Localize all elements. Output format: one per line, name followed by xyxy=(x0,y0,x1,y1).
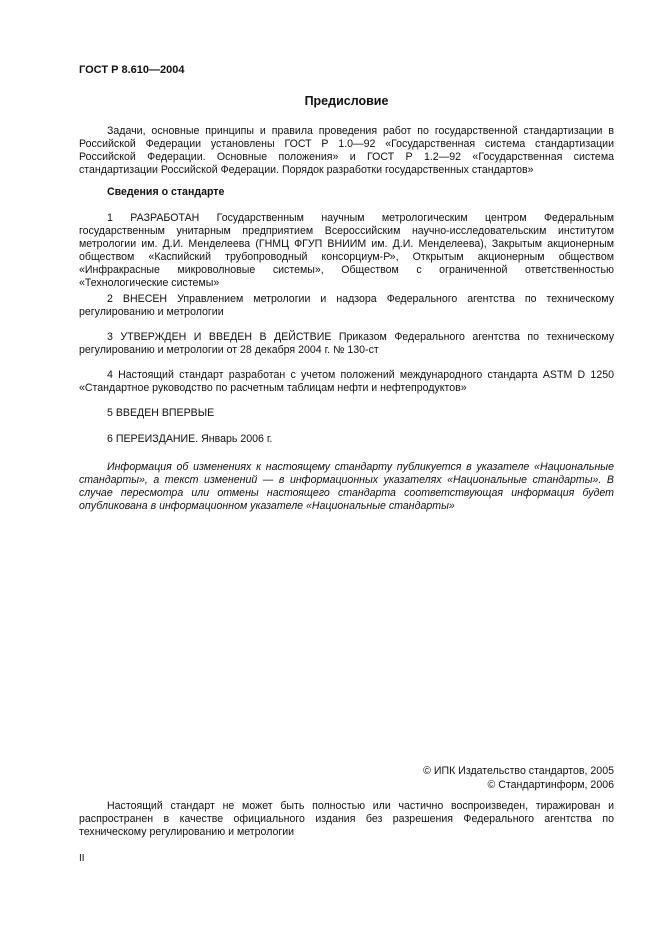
standard-info-subtitle: Сведения о стандарте xyxy=(107,186,225,198)
copyright-line-2: © Стандартинформ, 2006 xyxy=(487,779,614,791)
preface-intro: Задачи, основные принципы и правила проведения работ по государственной стандартизации в Российской Федерации установлены ГОСТ Р 1.0—92 «Государственная система стандартизации Российской Федерации. Основные положения» и ГОСТ Р 1.2—92 «Государственная система стандартизации Российской Федерации. Порядок разработки государственных стандартов» xyxy=(79,125,614,176)
info-item-6: 6 ПЕРЕИЗДАНИЕ. Январь 2006 г. xyxy=(107,433,273,445)
info-item-2: 2 ВНЕСЕН Управлением метрологии и надзора Федерального агентства по техническому регулированию и метрологии xyxy=(79,293,614,318)
info-item-3: 3 УТВЕРЖДЕН И ВВЕДЕН В ДЕЙСТВИЕ Приказом Федерального агентства по техническому регулированию и метрологии от 28 декабря 2004 г. № 130-ст xyxy=(79,331,614,356)
preface-title: Предисловие xyxy=(304,94,389,108)
page-number: II xyxy=(79,853,85,864)
reproduction-notice: Настоящий стандарт не может быть полностью или частично воспроизведен, тиражирован и распространен в качестве официального издания без разрешения Федерального агентства по техническому регулированию и метрологии xyxy=(79,800,614,838)
info-item-5: 5 ВВЕДЕН ВПЕРВЫЕ xyxy=(107,407,215,419)
info-item-4: 4 Настоящий стандарт разработан с учетом положений международного стандарта ASTM D 1250 «Стандартное руководство по расчетным таблицам нефти и нефтепродуктов» xyxy=(79,369,614,394)
document-code: ГОСТ Р 8.610—2004 xyxy=(79,64,185,76)
copyright-line-1: © ИПК Издательство стандартов, 2005 xyxy=(423,765,614,777)
changes-info-note: Информация об изменениях к настоящему стандарту публикуется в указателе «Национальные стандарты», а текст изменений — в информационных указателях «Национальные стандарты». В случае пересмотра или отмены настоящего стандарта соответствующая информация будет опубликована в информационном указателе «Национальные стандарты» xyxy=(79,461,614,512)
info-item-1: 1 РАЗРАБОТАН Государственным научным метрологическим центром Федеральным государственным унитарным предприятием Всероссийским научно-исследовательским институтом метрологии им. Д.И. Менделеева (ГНМЦ ФГУП ВНИИМ им. Д.И. Менделеева), Закрытым акционерным обществом «Каспийский трубопроводный консорциум-Р», Открытым акционерным обществом «Инфракрасные микроволновые системы», Обществом с ограниченной ответственностью «Технологические системы» xyxy=(79,212,614,289)
